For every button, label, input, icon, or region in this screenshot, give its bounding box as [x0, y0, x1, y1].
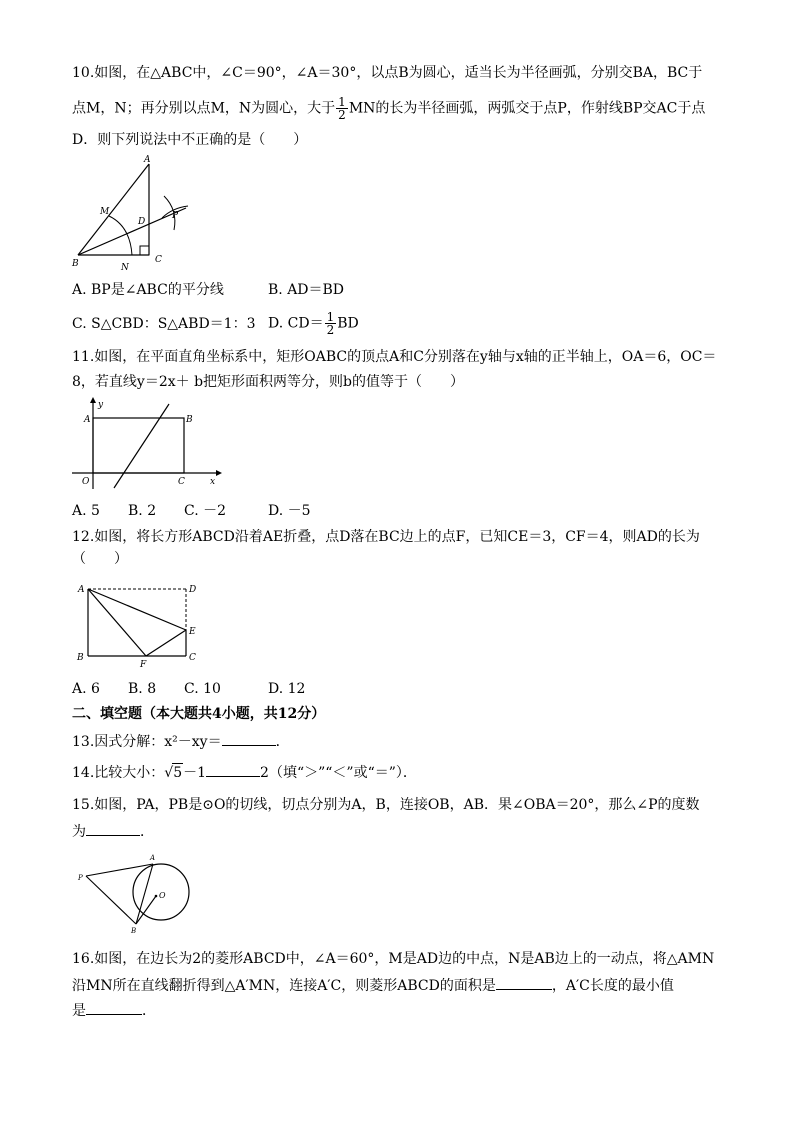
q15-line1: 15.如图，PA，PB是⊙O的切线，切点分别为A，B，连接OB，AB．果∠OBA＝20°，那么∠P的度数: [72, 797, 700, 813]
q10-option-b[interactable]: B. AD＝BD: [268, 282, 345, 298]
q14-text: 14.比较大小：: [72, 765, 165, 781]
q11-line1: 11.如图，在平面直角坐标系中，矩形OABC的顶点A和C分别落在y轴与x轴的正半轴上，OA＝6，OC＝: [72, 349, 717, 365]
label-E: E: [189, 627, 196, 637]
q14-line: [72, 762, 417, 782]
q14-end: 2（填“＞”“＜”或“＝”）．: [260, 765, 417, 781]
q12-option-a[interactable]: A. 6: [72, 681, 100, 697]
fraction-denominator: 2: [338, 108, 346, 122]
label-P: P: [78, 874, 83, 882]
fraction-numerator: 1: [338, 95, 346, 109]
label-y: y: [98, 400, 104, 410]
q13-answer-blank[interactable]: [222, 731, 276, 746]
q13-end: ．: [275, 734, 290, 750]
q16-line2-post: ，A′C长度的最小值: [551, 978, 674, 994]
fraction-denominator: 2: [326, 323, 335, 337]
q10-triangle-figure: [70, 152, 200, 276]
q16-line3-pre: 是: [72, 1003, 86, 1019]
q11-line2: 8，若直线y＝2x＋ b把矩形面积两等分，则b的值等于（ ）: [72, 374, 464, 390]
q12-option-d[interactable]: D. 12: [268, 681, 306, 697]
label-C: C: [178, 477, 185, 487]
q15-line2-pre: 为: [72, 824, 86, 840]
q12-line1: 12.如图，将长方形ABCD沿着AE折叠，点D落在BC边上的点F，已知CE＝3，CF＝4，则AD的长为: [72, 529, 700, 545]
q13-line: [72, 731, 290, 751]
label-D: D: [138, 217, 146, 227]
q10-line2-a: 点M，N；再分别以点M，N为圆心，大于: [72, 100, 336, 117]
label-x: x: [210, 477, 216, 487]
q10-option-c[interactable]: C. S△CBD：S△ABD＝1：3: [72, 316, 256, 332]
q16-line1: 16.如图，在边长为2的菱形ABCD中，∠A＝60°，M是AD边的中点，N是AB边上的一动点，将△AMN: [72, 951, 715, 967]
label-B: B: [72, 259, 79, 269]
label-C: C: [189, 653, 196, 663]
q14-radicand: 5: [173, 765, 183, 781]
label-D: D: [189, 585, 197, 595]
q10-line1: 10.如图，在△ABC中，∠C＝90°，∠A＝30°，以点B为圆心，适当长为半径画弧，分别交BA，BC于: [72, 65, 703, 81]
q12-option-b[interactable]: B. 8: [128, 681, 157, 697]
q16-area-blank[interactable]: [496, 975, 552, 990]
label-C: C: [155, 255, 162, 265]
label-P: P: [172, 211, 179, 221]
label-O: O: [82, 477, 90, 487]
label-A: A: [78, 585, 85, 595]
label-A: A: [84, 415, 91, 425]
q14-minus-one: －1: [183, 765, 207, 781]
q10-option-d[interactable]: [268, 311, 359, 336]
q15-tangent-figure: [76, 850, 196, 936]
q11-coordinate-figure: [72, 397, 222, 492]
label-F: F: [140, 660, 147, 670]
q10-option-d-fraction: [325, 311, 337, 336]
q11-option-c[interactable]: C. －2: [184, 503, 227, 519]
label-A: A: [150, 854, 156, 862]
q10-option-d-post: BD: [337, 315, 359, 332]
label-A: A: [144, 155, 151, 165]
sqrt-icon: √: [164, 765, 174, 781]
q10-option-a[interactable]: A. BP是∠ABC的平分线: [72, 282, 224, 298]
q11-option-d[interactable]: D. －5: [268, 503, 311, 519]
q16-line2-pre: 沿MN所在直线翻折得到△A′MN，连接A′C，则菱形ABCD的面积是: [72, 978, 496, 994]
q15-line2: [72, 821, 154, 841]
q10-fraction: [336, 96, 348, 121]
q13-text: 13.因式分解：x²－xy＝: [72, 734, 222, 750]
q10-option-d-pre: D. CD＝: [268, 315, 324, 332]
label-N: N: [121, 263, 129, 273]
q10-line3: D．则下列说法中不正确的是（ ）: [72, 132, 308, 148]
q12-line2: （ ）: [72, 551, 128, 567]
q15-line2-post: ．: [140, 824, 154, 840]
q11-option-a[interactable]: A. 5: [72, 503, 100, 519]
label-B: B: [77, 653, 84, 663]
label-B: B: [131, 927, 137, 935]
q10-line2: [72, 96, 705, 121]
q11-option-b[interactable]: B. 2: [128, 503, 157, 519]
q16-line3-post: ．: [142, 1003, 156, 1019]
q10-line2-b: MN的长为半径画弧，两弧交于点P，作射线BP交AC于点: [348, 100, 706, 117]
q16-line2: [72, 975, 674, 995]
q12-option-c[interactable]: C. 10: [184, 681, 221, 697]
label-O: O: [159, 891, 166, 900]
fraction-numerator: 1: [326, 310, 335, 324]
q15-answer-blank[interactable]: [86, 821, 140, 836]
q14-answer-blank[interactable]: [206, 762, 260, 777]
q16-min-length-blank[interactable]: [86, 1000, 142, 1015]
q16-line3: [72, 1000, 156, 1020]
label-M: M: [100, 207, 110, 217]
label-B: B: [186, 415, 193, 425]
section-title: 二、填空题（本大题共4小题，共12分）: [72, 706, 326, 722]
q12-fold-figure: [76, 582, 206, 668]
